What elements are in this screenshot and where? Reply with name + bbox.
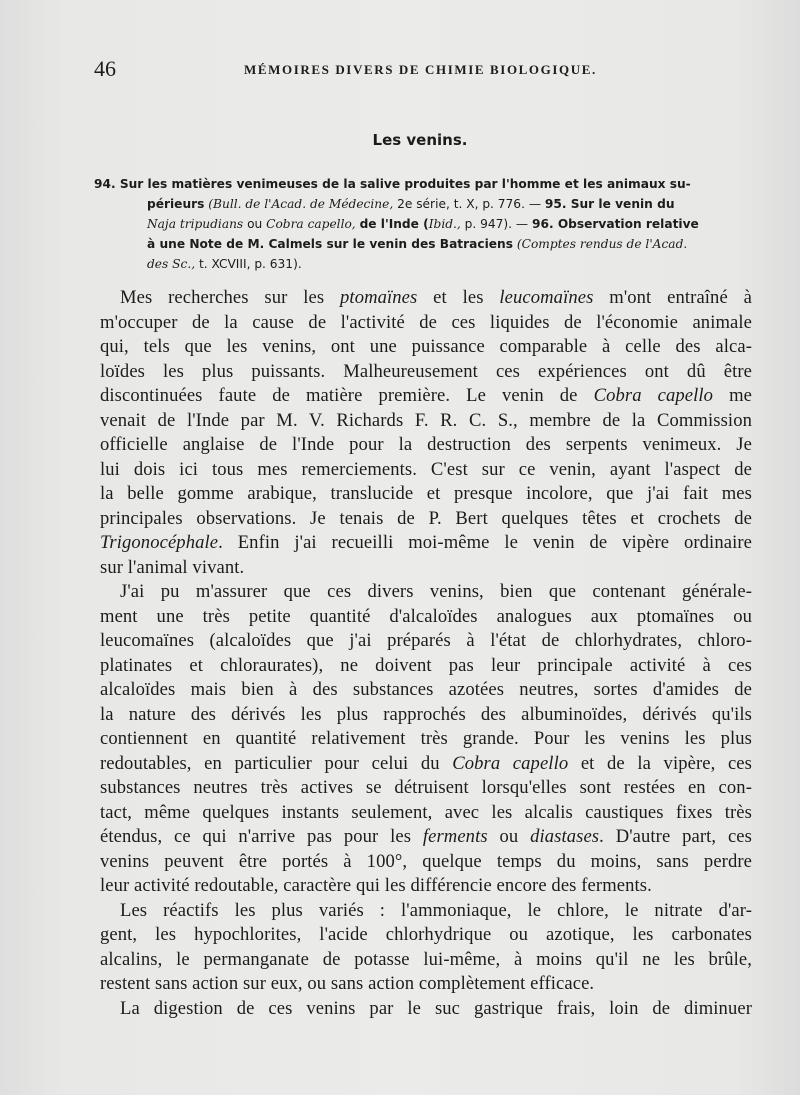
running-title: MÉMOIRES DIVERS DE CHIMIE BIOLOGIQUE. bbox=[244, 62, 597, 77]
text-line: m'occuper de la cause de l'activité de ces liquides de l'économie animale bbox=[100, 311, 752, 333]
text-line: venins peuvent être portés à 100°, quelque temps du moins, sans perdre bbox=[100, 850, 752, 872]
reference-line bbox=[94, 174, 756, 194]
text-line: Mes recherches sur les ptomaïnes et les leucomaïnes m'ont entraîné à bbox=[120, 287, 752, 308]
text-line: étendus, ce qui n'arrive pas pour les ferments ou diastases. D'autre part, ces bbox=[100, 826, 752, 847]
text-line: substances neutres très actives se détruisent lorsqu'elles sont restées en con- bbox=[100, 777, 752, 798]
section-title: Les venins. bbox=[372, 131, 468, 149]
text-line: restent sans action sur eux, ou sans action complètement efficace. bbox=[100, 973, 595, 994]
reference-line: à une Note de M. Calmels sur le venin des Batraciens (Comptes rendus de l'Acad. bbox=[147, 237, 688, 251]
text-line: loïdes les plus puissants. Malheureusement ces expériences ont dû être bbox=[100, 360, 752, 382]
text-line: venait de l'Inde par M. V. Richards F. R. C. S., membre de la Commission bbox=[100, 409, 752, 431]
text-line: alcalins, le permanganate de potasse lui-même, à moins qu'il ne les brûle, bbox=[100, 948, 752, 970]
reference-entry-96: 96. Observation relative bbox=[531, 217, 699, 231]
text-line: lui dois ici tous mes remerciements. C'est sur ce venin, ayant l'aspect de bbox=[100, 458, 752, 480]
text-line: gent, les hypochlorites, l'acide chlorhydrique ou azotique, les carbonates bbox=[100, 924, 752, 945]
text-line: officielle anglaise de l'Inde pour la destruction des serpents venimeux. Je bbox=[100, 434, 752, 455]
body-text bbox=[100, 286, 752, 1021]
paragraph-1 bbox=[100, 286, 752, 580]
text-line: ment une très petite quantité d'alcaloïdes analogues aux ptomaïnes ou bbox=[100, 605, 752, 627]
text-line: Trigonocéphale. Enfin j'ai recueilli moi-même le venin de vipère ordinaire bbox=[100, 532, 752, 553]
text-line: tact, même quelques instants seulement, avec les alcalis caustiques fixes très bbox=[100, 801, 752, 823]
reference-entry-94: 94. Sur les matières venimeuses de la salive produites par l'homme et les animaux su- bbox=[94, 177, 691, 191]
text-line: Les réactifs les plus variés : l'ammoniaque, le chlore, le nitrate d'ar- bbox=[120, 899, 752, 921]
text-line: discontinuées faute de matière première. Le venin de Cobra capello me bbox=[100, 385, 752, 406]
reference-entry-95: 95. Sur le venin du bbox=[544, 197, 675, 211]
text-line: contiennent en quantité relativement très grande. Pour les venins les plus bbox=[100, 728, 752, 749]
text-line: J'ai pu m'assurer que ces divers venins, bien que contenant générale- bbox=[120, 581, 752, 602]
paragraph-4 bbox=[100, 997, 752, 1022]
text-line: principales observations. Je tenais de P. Bert quelques têtes et crochets de bbox=[100, 507, 752, 529]
bibliographic-references bbox=[94, 174, 756, 274]
text-line: leur activité redoutable, caractère qui les différencie encore des ferments. bbox=[100, 875, 652, 896]
text-line: la belle gomme arabique, translucide et presque incolore, que j'ai fait mes bbox=[100, 483, 752, 504]
text-line: sur l'animal vivant. bbox=[100, 556, 245, 578]
text-line: alcaloïdes mais bien à des substances azotées neutres, sortes d'amides de bbox=[100, 679, 752, 700]
text-line: platinates et chloraurates), ne doivent pas leur principale activité à ces bbox=[100, 654, 752, 676]
text-line: La digestion de ces venins par le suc gastrique frais, loin de diminuer bbox=[120, 997, 752, 1019]
page-number: 46 bbox=[94, 56, 116, 81]
text-line: qui, tels que les venins, ont une puissance comparable à celle des alca- bbox=[100, 336, 752, 357]
page-header bbox=[94, 56, 756, 82]
paragraph-2 bbox=[100, 580, 752, 899]
paragraph-3 bbox=[100, 899, 752, 997]
reference-line: Naja tripudians ou Cobra capello, de l'Inde (Ibid., p. 947). — 96. Observation relative bbox=[147, 217, 699, 231]
reference-line: périeurs (Bull. de l'Acad. de Médecine, 2e série, t. X, p. 776. — 95. Sur le venin du bbox=[147, 197, 675, 211]
text-line: redoutables, en particulier pour celui du Cobra capello et de la vipère, ces bbox=[100, 752, 752, 774]
text-line: leucomaïnes (alcaloïdes que j'ai préparés à l'état de chlorhydrates, chloro- bbox=[100, 630, 752, 651]
text-line: la nature des dérivés les plus rapprochés des albuminoïdes, dérivés qu'ils bbox=[100, 703, 752, 725]
reference-line: des Sc., t. XCVIII, p. 631). bbox=[147, 257, 302, 271]
